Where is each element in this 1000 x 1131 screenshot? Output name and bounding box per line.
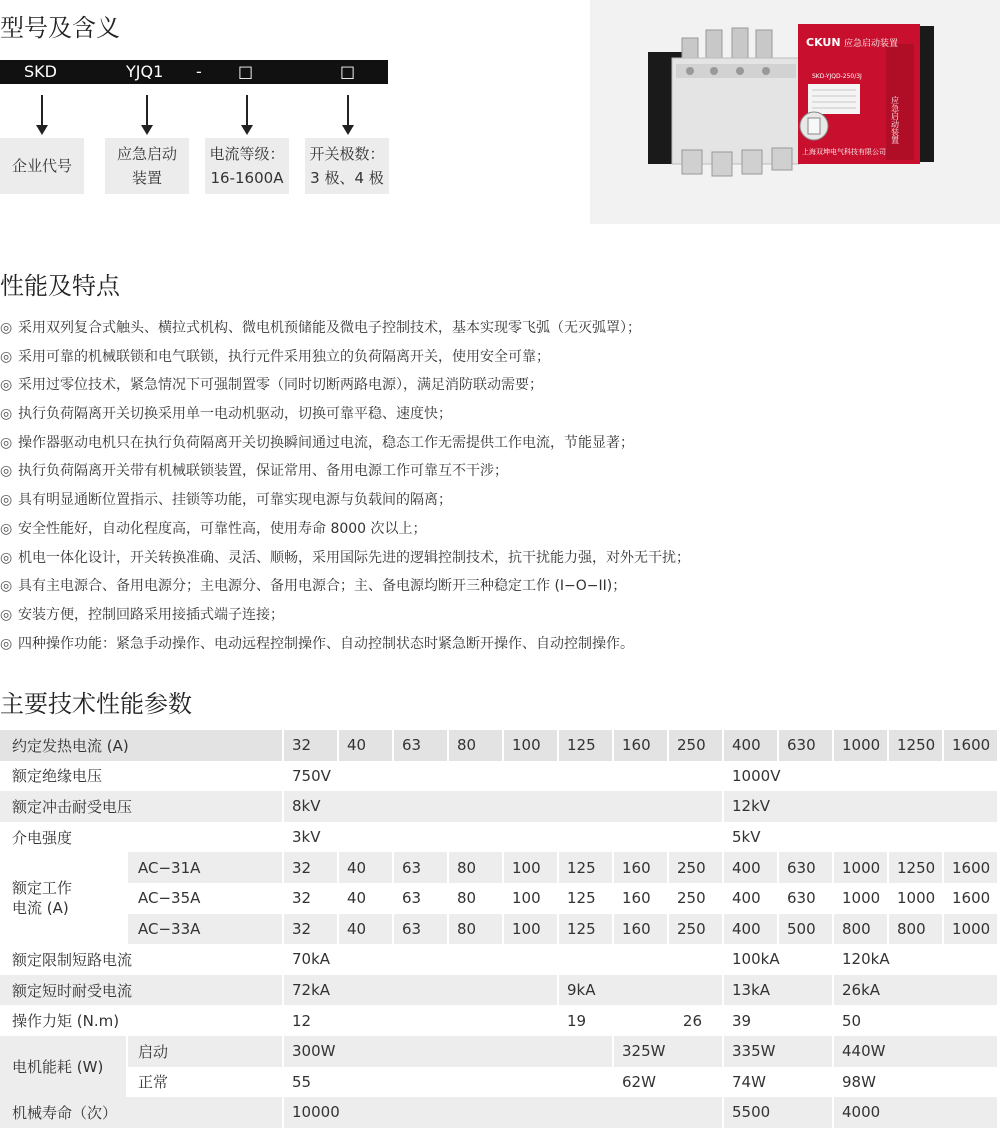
- code-box-device: 应急启动 装置: [105, 138, 189, 194]
- spec-table: [0, 730, 999, 1128]
- feature-item: ◎ 采用双列复合式触头、横拉式机构、微电机预储能及微电子控制技术，基本实现零飞弧（无灭弧罩）；: [0, 314, 1000, 343]
- product-photo: [590, 0, 1000, 224]
- bullet-icon: ◎: [0, 549, 13, 566]
- bullet-icon: ◎: [0, 520, 13, 537]
- feature-item: ◎ 采用可靠的机械联锁和电气联锁，执行元件采用独立的负荷隔离开关，使用安全可靠；: [0, 343, 1000, 372]
- panel-model-text: SKD-YJQD-250/3J: [812, 73, 862, 80]
- feature-item: ◎ 具有主电源合、备用电源分；主电源分、备用电源合；主、备电源均断开三种稳定工作 (I−O−II)；: [0, 572, 1000, 601]
- table-row: 额定绝缘电压 750V 1000V: [12, 766, 781, 786]
- code-part-brand: SKD: [24, 62, 57, 81]
- feature-item: ◎ 采用过零位技术，紧急情况下可强制置零（同时切断两路电源），满足消防联动需要；: [0, 371, 1000, 400]
- code-box-current: 电流等级： 16-1600A: [205, 138, 289, 194]
- table-row: 操作力矩 (N.m) 12 19 26 39 50: [12, 1011, 862, 1031]
- feature-item: ◎ 安装方便，控制回路采用接插式端子连接；: [0, 601, 1000, 630]
- table-row: 约定发热电流 (A) 32 40 63 80 100 125 160 250 400 630 1000 1250 1600: [0, 730, 997, 761]
- bullet-icon: ◎: [0, 406, 13, 423]
- bullet-icon: ◎: [0, 320, 13, 336]
- table-row: 额定限制短路电流 70kA 100kA 120kA: [12, 950, 890, 969]
- arrow-down-icon: [141, 95, 153, 135]
- feature-item: ◎ 机电一体化设计，开关转换准确、灵活、顺畅，采用国际先进的逻辑控制技术，抗干扰能力强，对外无干扰；: [0, 544, 1000, 573]
- bullet-icon: ◎: [0, 492, 13, 509]
- features-section-title: 性能及特点: [0, 272, 120, 300]
- rated-current-label: 约定发热电流 (A): [0, 730, 282, 761]
- brand-logo-text: CKUN: [806, 36, 841, 49]
- bullet-icon: ◎: [0, 348, 13, 365]
- arrow-down-icon: [36, 95, 48, 135]
- feature-item: ◎ 四种操作功能：紧急手动操作、电动远程控制操作、自动控制状态时紧急断开操作、自动控制操作。: [0, 630, 1000, 659]
- table-row: AC−35A 32 40 63 80 100 125 160 250 400 630 1000 1000 1600: [138, 889, 991, 908]
- specs-section-title: 主要技术性能参数: [0, 690, 192, 718]
- bullet-icon: ◎: [0, 635, 13, 652]
- code-box-company: 企业代号: [0, 138, 84, 194]
- arrow-down-icon: [342, 95, 354, 135]
- bullet-icon: ◎: [0, 463, 13, 480]
- code-part-series: YJQ1: [126, 62, 164, 81]
- bullet-icon: ◎: [0, 377, 13, 394]
- table-row: AC−33A 32 40 63 80 100 125 160 250 400 500 800 800 1000: [0, 914, 997, 945]
- table-row: 额定工作 电流 (A) AC−31A 32 40 63 80 100 125 160 250 400 630 1000 1250 1600: [0, 852, 997, 883]
- code-part-poles: □: [340, 62, 356, 81]
- code-part-dash: -: [196, 62, 202, 81]
- feature-item: ◎ 执行负荷隔离开关带有机械联锁装置，保证常用、备用电源工作可靠互不干涉；: [0, 457, 1000, 486]
- features-list: [0, 314, 1000, 658]
- feature-item: ◎ 操作器驱动电机只在执行负荷隔离开关切换瞬间通过电流，稳态工作无需提供工作电流，节能显著；: [0, 429, 1000, 458]
- table-row: 额定短时耐受电流 72kA 9kA 13kA 26kA: [0, 975, 997, 1006]
- panel-title-text: 应急启动装置: [844, 39, 899, 49]
- model-section-title: 型号及含义: [0, 14, 120, 42]
- code-box-poles: 开关极数： 3 极、4 极: [305, 138, 389, 194]
- model-code-bar: [0, 60, 388, 84]
- arrow-down-icon: [241, 95, 253, 135]
- bullet-icon: ◎: [0, 606, 13, 623]
- bullet-icon: ◎: [0, 434, 13, 451]
- feature-item: ◎ 安全性能好，自动化程度高，可靠性高，使用寿命 8000 次以上；: [0, 515, 1000, 544]
- table-row: 正常 55 62W 74W 98W: [138, 1072, 876, 1092]
- table-row: 电机能耗 (W) 启动 300W 325W 335W 440W: [0, 1036, 997, 1067]
- product-illustration: [590, 0, 1000, 224]
- bullet-icon: ◎: [0, 578, 13, 595]
- table-row: 介电强度 3kV 5kV: [12, 828, 761, 847]
- code-part-current: □: [238, 62, 254, 81]
- table-row: 额定冲击耐受电压 8kV 12kV: [0, 791, 997, 822]
- side-label-text: 应急启动装置: [890, 96, 900, 144]
- feature-item: ◎ 执行负荷隔离开关切换采用单一电动机驱动，切换可靠平稳、速度快；: [0, 400, 1000, 429]
- company-name-text: 上海双坤电气科技有限公司: [802, 148, 886, 156]
- feature-item: ◎ 具有明显通断位置指示、挂锁等功能，可靠实现电源与负载间的隔离；: [0, 486, 1000, 515]
- table-row: 机械寿命（次） 10000 5500 4000: [0, 1097, 997, 1128]
